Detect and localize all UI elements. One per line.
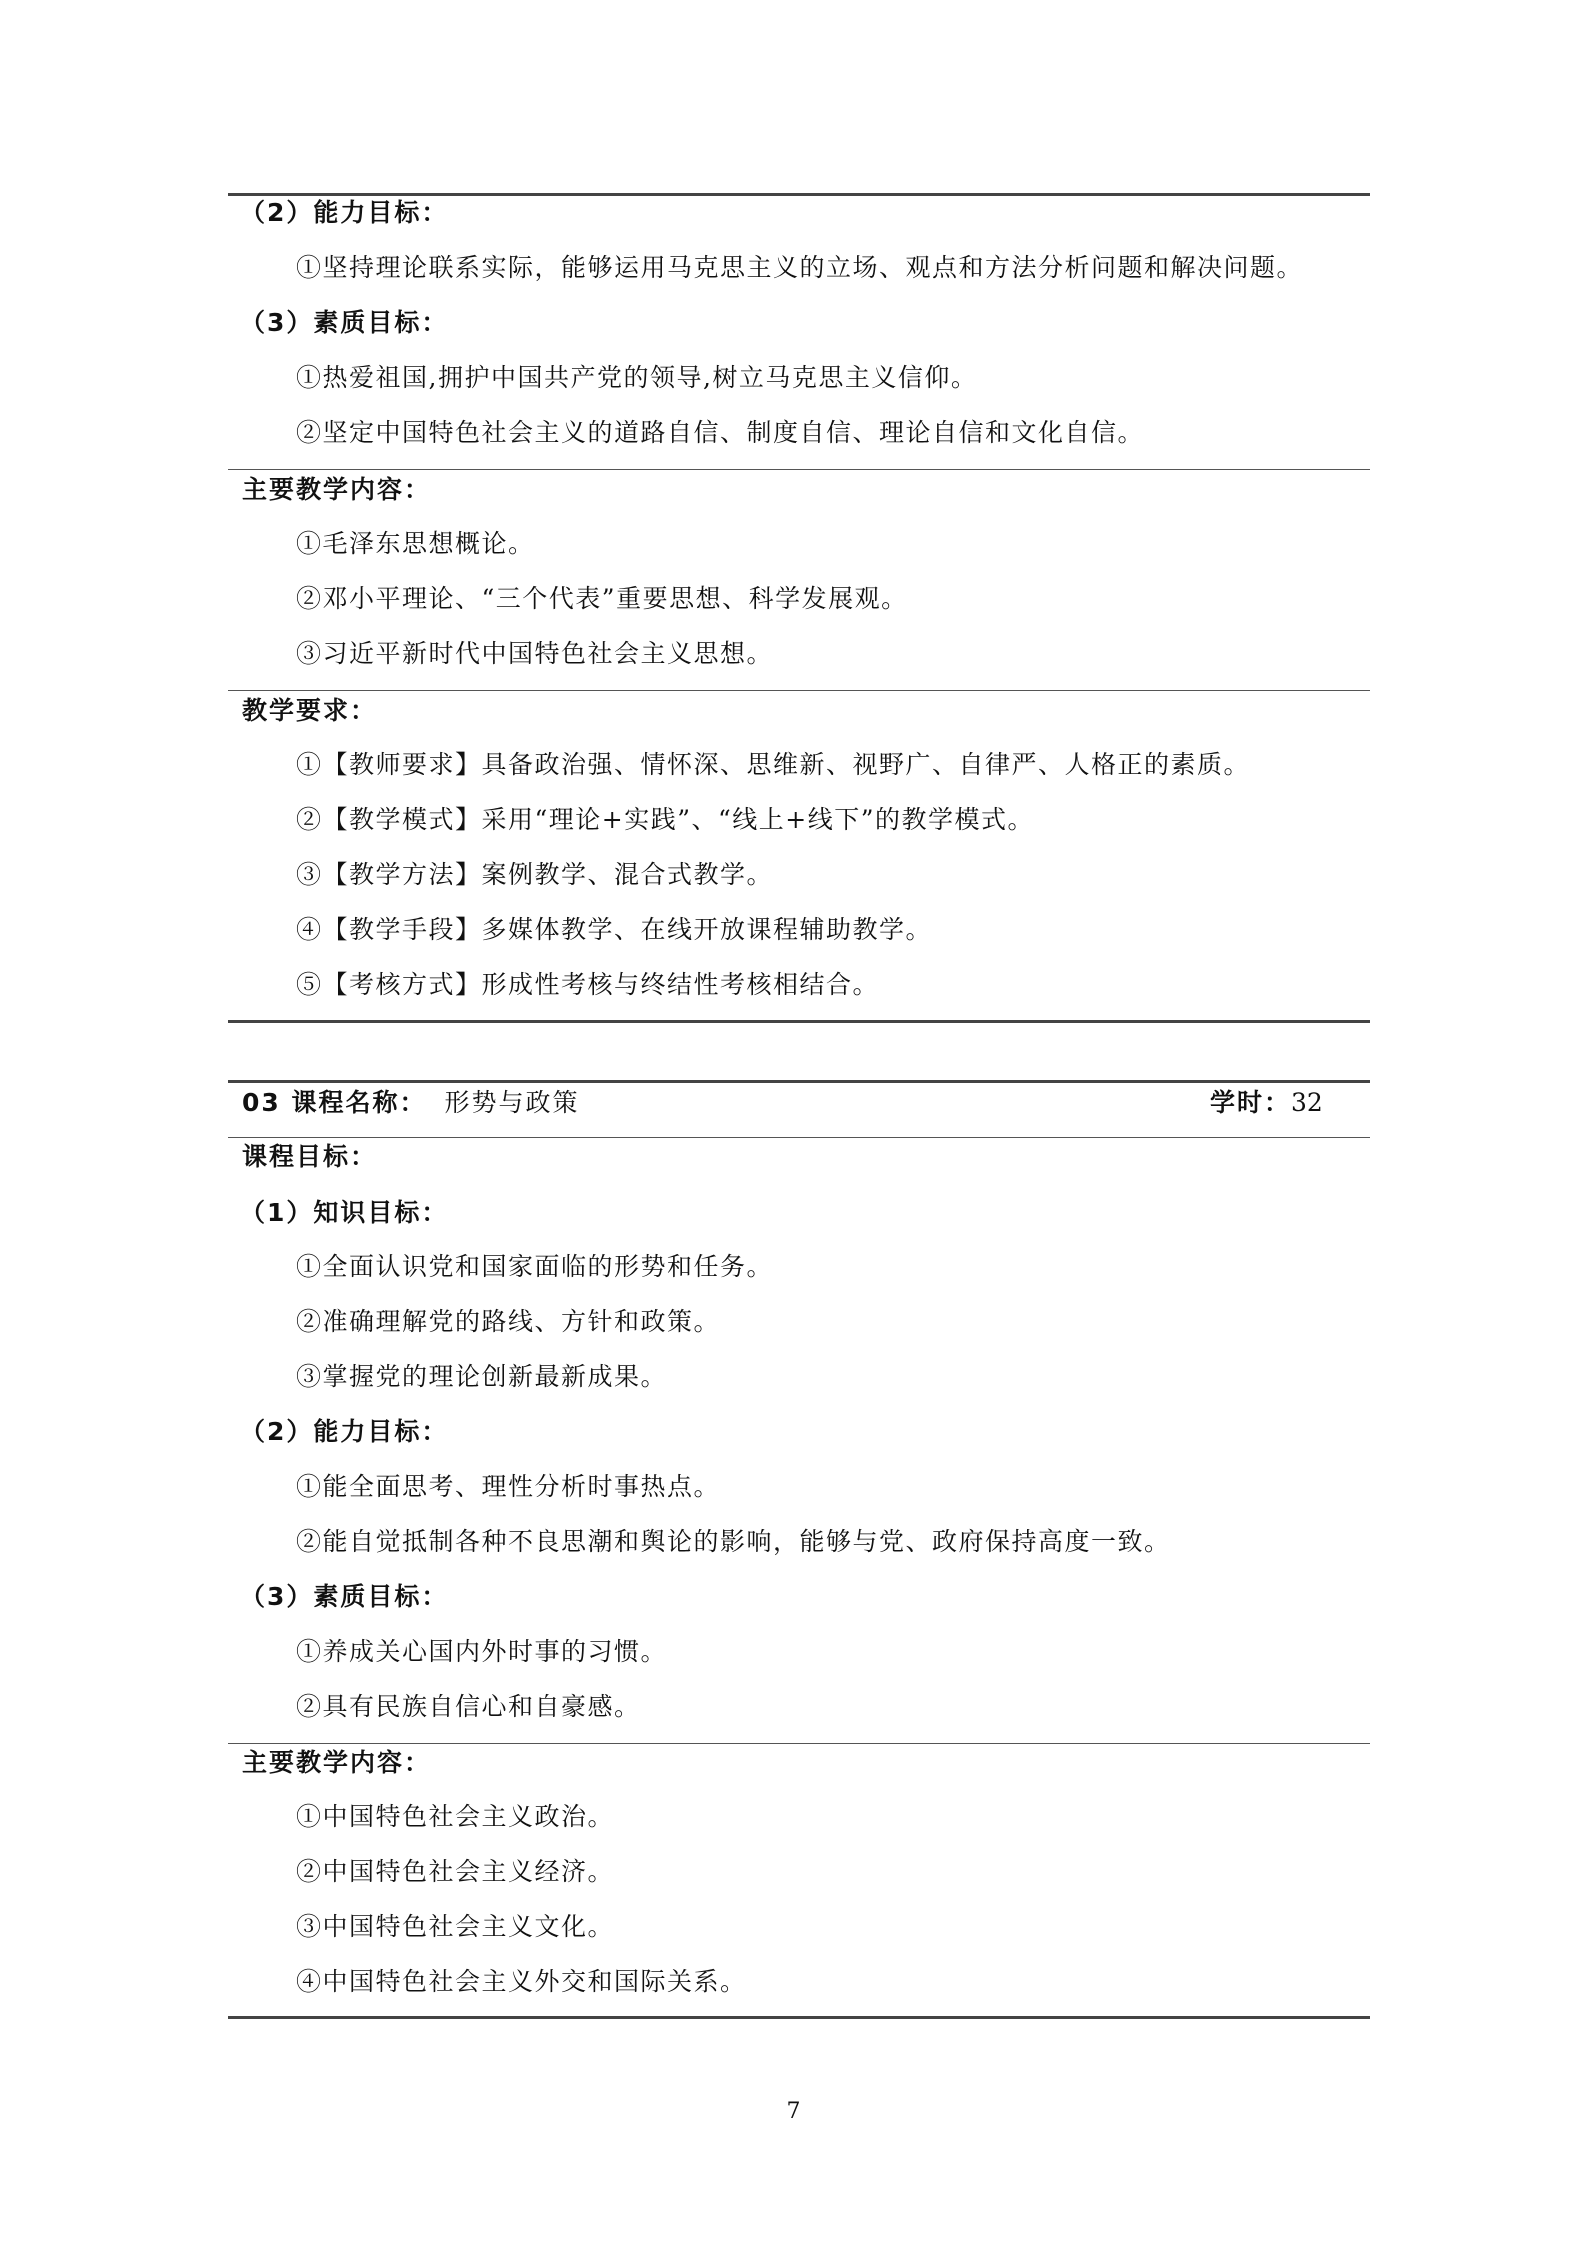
divider bbox=[228, 690, 1370, 691]
content-item: ③习近平新时代中国特色社会主义思想。 bbox=[296, 639, 774, 668]
content-item: ②中国特色社会主义经济。 bbox=[296, 1857, 615, 1886]
page-number: 7 bbox=[786, 2099, 801, 2124]
ability-item: ①坚持理论联系实际，能够运用马克思主义的立场、观点和方法分析问题和解决问题。 bbox=[296, 253, 1304, 282]
content-item: ①中国特色社会主义政治。 bbox=[296, 1802, 615, 1831]
quality-item: ①热爱祖国,拥护中国共产党的领导,树立马克思主义信仰。 bbox=[296, 363, 978, 392]
content-item: ②邓小平理论、“三个代表”重要思想、科学发展观。 bbox=[296, 584, 908, 613]
requirements-item: ①【教师要求】具备政治强、情怀深、思维新、视野广、自律严、人格正的素质。 bbox=[296, 750, 1251, 779]
divider bbox=[228, 469, 1370, 470]
divider bbox=[228, 1137, 1370, 1138]
course-name-label: 03 课程名称： bbox=[242, 1088, 427, 1117]
course-name bbox=[242, 1086, 580, 1120]
section-bottom-rule bbox=[228, 2016, 1370, 2019]
content-item: ③中国特色社会主义文化。 bbox=[296, 1912, 615, 1941]
quality-heading: （3）素质目标： bbox=[240, 1582, 449, 1611]
quality-item: ②具有民族自信心和自豪感。 bbox=[296, 1692, 641, 1721]
ability-item: ①能全面思考、理性分析时事热点。 bbox=[296, 1472, 721, 1501]
requirements-item: ④【教学手段】多媒体教学、在线开放课程辅助教学。 bbox=[296, 915, 933, 944]
course-hours bbox=[1210, 1086, 1323, 1120]
content-heading: 主要教学内容： bbox=[242, 475, 432, 504]
requirements-item: ③【教学方法】案例教学、混合式教学。 bbox=[296, 860, 774, 889]
content-item: ①毛泽东思想概论。 bbox=[296, 529, 535, 558]
section-top-rule bbox=[228, 1080, 1370, 1083]
section-bottom-rule bbox=[228, 1020, 1370, 1023]
requirements-item: ⑤【考核方式】形成性考核与终结性考核相结合。 bbox=[296, 970, 880, 999]
course-hours-value: 32 bbox=[1291, 1088, 1323, 1117]
divider bbox=[228, 1743, 1370, 1744]
quality-item: ①养成关心国内外时事的习惯。 bbox=[296, 1637, 668, 1666]
knowledge-item: ①全面认识党和国家面临的形势和任务。 bbox=[296, 1252, 774, 1281]
knowledge-item: ③掌握党的理论创新最新成果。 bbox=[296, 1362, 668, 1391]
requirements-item: ②【教学模式】采用“理论+实践”、“线上+线下”的教学模式。 bbox=[296, 805, 1035, 834]
course-hours-label: 学时： bbox=[1210, 1088, 1292, 1117]
quality-item: ②坚定中国特色社会主义的道路自信、制度自信、理论自信和文化自信。 bbox=[296, 418, 1145, 447]
goals-heading: 课程目标： bbox=[242, 1142, 378, 1171]
ability-item: ②能自觉抵制各种不良思潮和舆论的影响，能够与党、政府保持高度一致。 bbox=[296, 1527, 1171, 1556]
quality-heading: （3）素质目标： bbox=[240, 308, 449, 337]
course-name-value: 形势与政策 bbox=[444, 1088, 580, 1117]
ability-heading: （2）能力目标： bbox=[240, 198, 449, 227]
requirements-heading: 教学要求： bbox=[242, 696, 378, 725]
content-heading: 主要教学内容： bbox=[242, 1748, 432, 1777]
ability-heading: （2）能力目标： bbox=[240, 1417, 449, 1446]
content-item: ④中国特色社会主义外交和国际关系。 bbox=[296, 1967, 747, 1996]
knowledge-item: ②准确理解党的路线、方针和政策。 bbox=[296, 1307, 721, 1336]
knowledge-heading: （1）知识目标： bbox=[240, 1198, 449, 1227]
